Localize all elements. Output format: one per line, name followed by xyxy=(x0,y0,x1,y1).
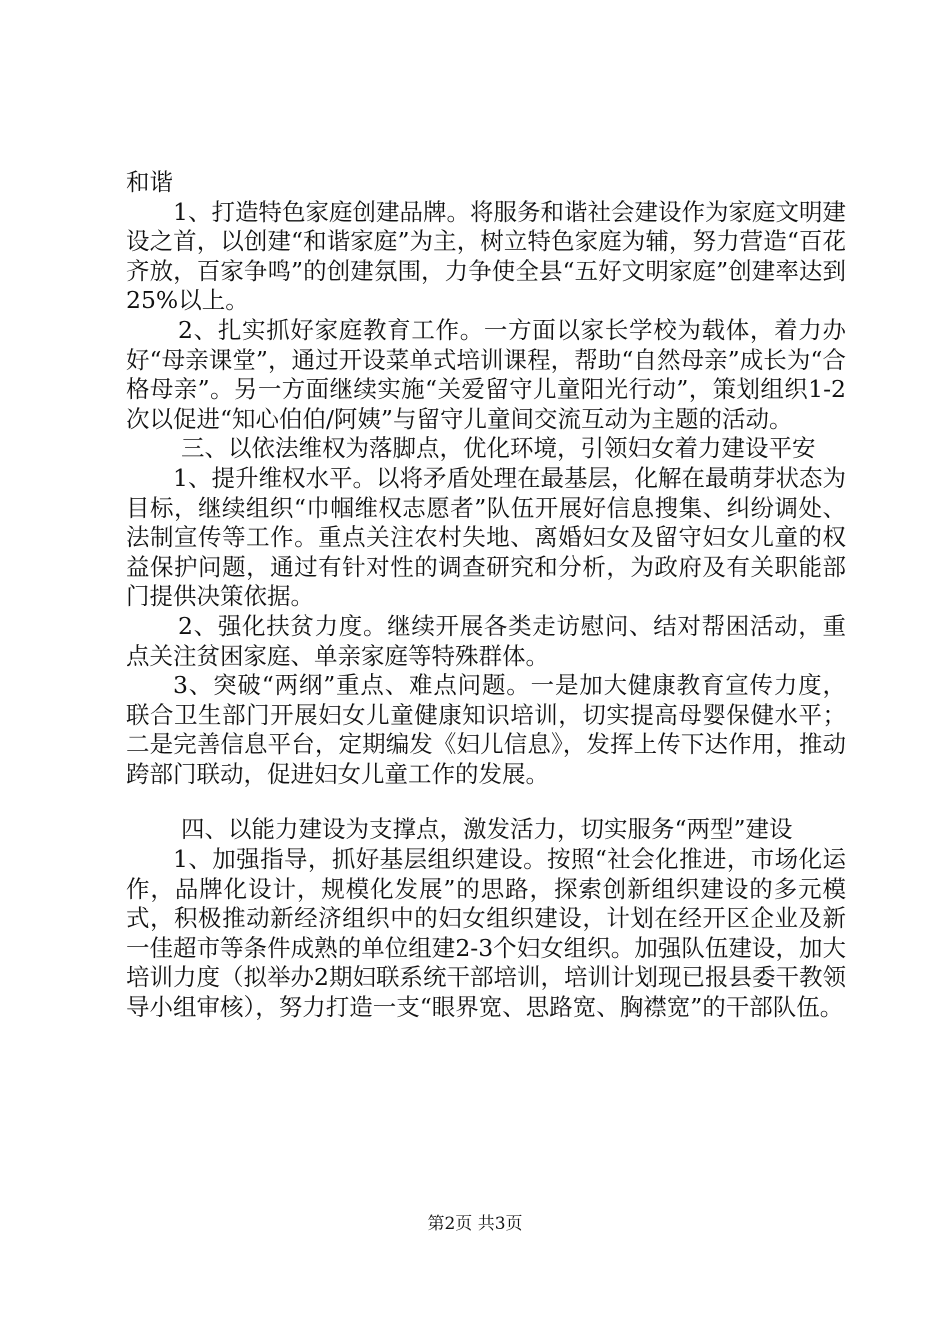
paragraph-continuation: 和谐 xyxy=(126,168,173,196)
paragraph-rights-protection: 1、提升维权水平。以将矛盾处理在最基层，化解在最萌芽状态为目标，继续组织“巾帼维权志愿者”队伍开展好信息搜集、纠纷调处、法制宣传等工作。重点关注农村失地、离婚妇女及留守妇女儿童的权益保护问题，通过有针对性的调查研究和分析，为政府及有关职能部门提供决策依据。 xyxy=(126,463,846,611)
document-body xyxy=(126,168,846,1023)
paragraph-grassroots-org: 1、加强指导，抓好基层组织建设。按照“社会化推进，市场化运作，品牌化设计，规模化发展”的思路，探索创新组织建设的多元模式，积极推动新经济组织中的妇女组织建设，计划在经开区企业及新一佳超市等条件成熟的单位组建2-3个妇女组织。加强队伍建设，加大培训力度（拟举办2期妇联系统干部培训，培训计划现已报县委干教领导小组审核），努力打造一支“眼界宽、思路宽、胸襟宽”的干部队伍。 xyxy=(126,845,846,1022)
paragraph-family-education: 2、扎实抓好家庭教育工作。一方面以家长学校为载体，着力办好“母亲课堂”，通过开设菜单式培训课程，帮助“自然母亲”成长为“合格母亲”。另一方面继续实施“关爱留守儿童阳光行动”，策划组织1-2次以促进“知心伯伯/阿姨”与留守儿童间交流互动为主题的活动。 xyxy=(126,315,846,433)
section-heading-3: 三、以依法维权为落脚点，优化环境，引领妇女着力建设平安 xyxy=(181,434,816,463)
paragraph-two-outlines: 3、突破“两纲”重点、难点问题。一是加大健康教育宣传力度，联合卫生部门开展妇女儿童健康知识培训，切实提高母婴保健水平；二是完善信息平台，定期编发《妇儿信息》，发挥上传下达作用，推动跨部门联动，促进妇女儿童工作的发展。 xyxy=(126,671,846,788)
paragraph-poverty-relief: 2、强化扶贫力度。继续开展各类走访慰问、结对帮困活动，重点关注贫困家庭、单亲家庭等特殊群体。 xyxy=(126,611,846,670)
page-number-footer: 第2页 共3页 xyxy=(427,1214,523,1234)
paragraph-family-brand: 1、打造特色家庭创建品牌。将服务和谐社会建设作为家庭文明建设之首，以创建“和谐家庭”为主，树立特色家庭为辅，努力营造“百花齐放，百家争鸣”的创建氛围，力争使全县“五好文明家庭”创建率达到25%以上。 xyxy=(126,197,846,315)
section-heading-4: 四、以能力建设为支撑点，激发活力，切实服务“两型”建设 xyxy=(181,815,793,844)
